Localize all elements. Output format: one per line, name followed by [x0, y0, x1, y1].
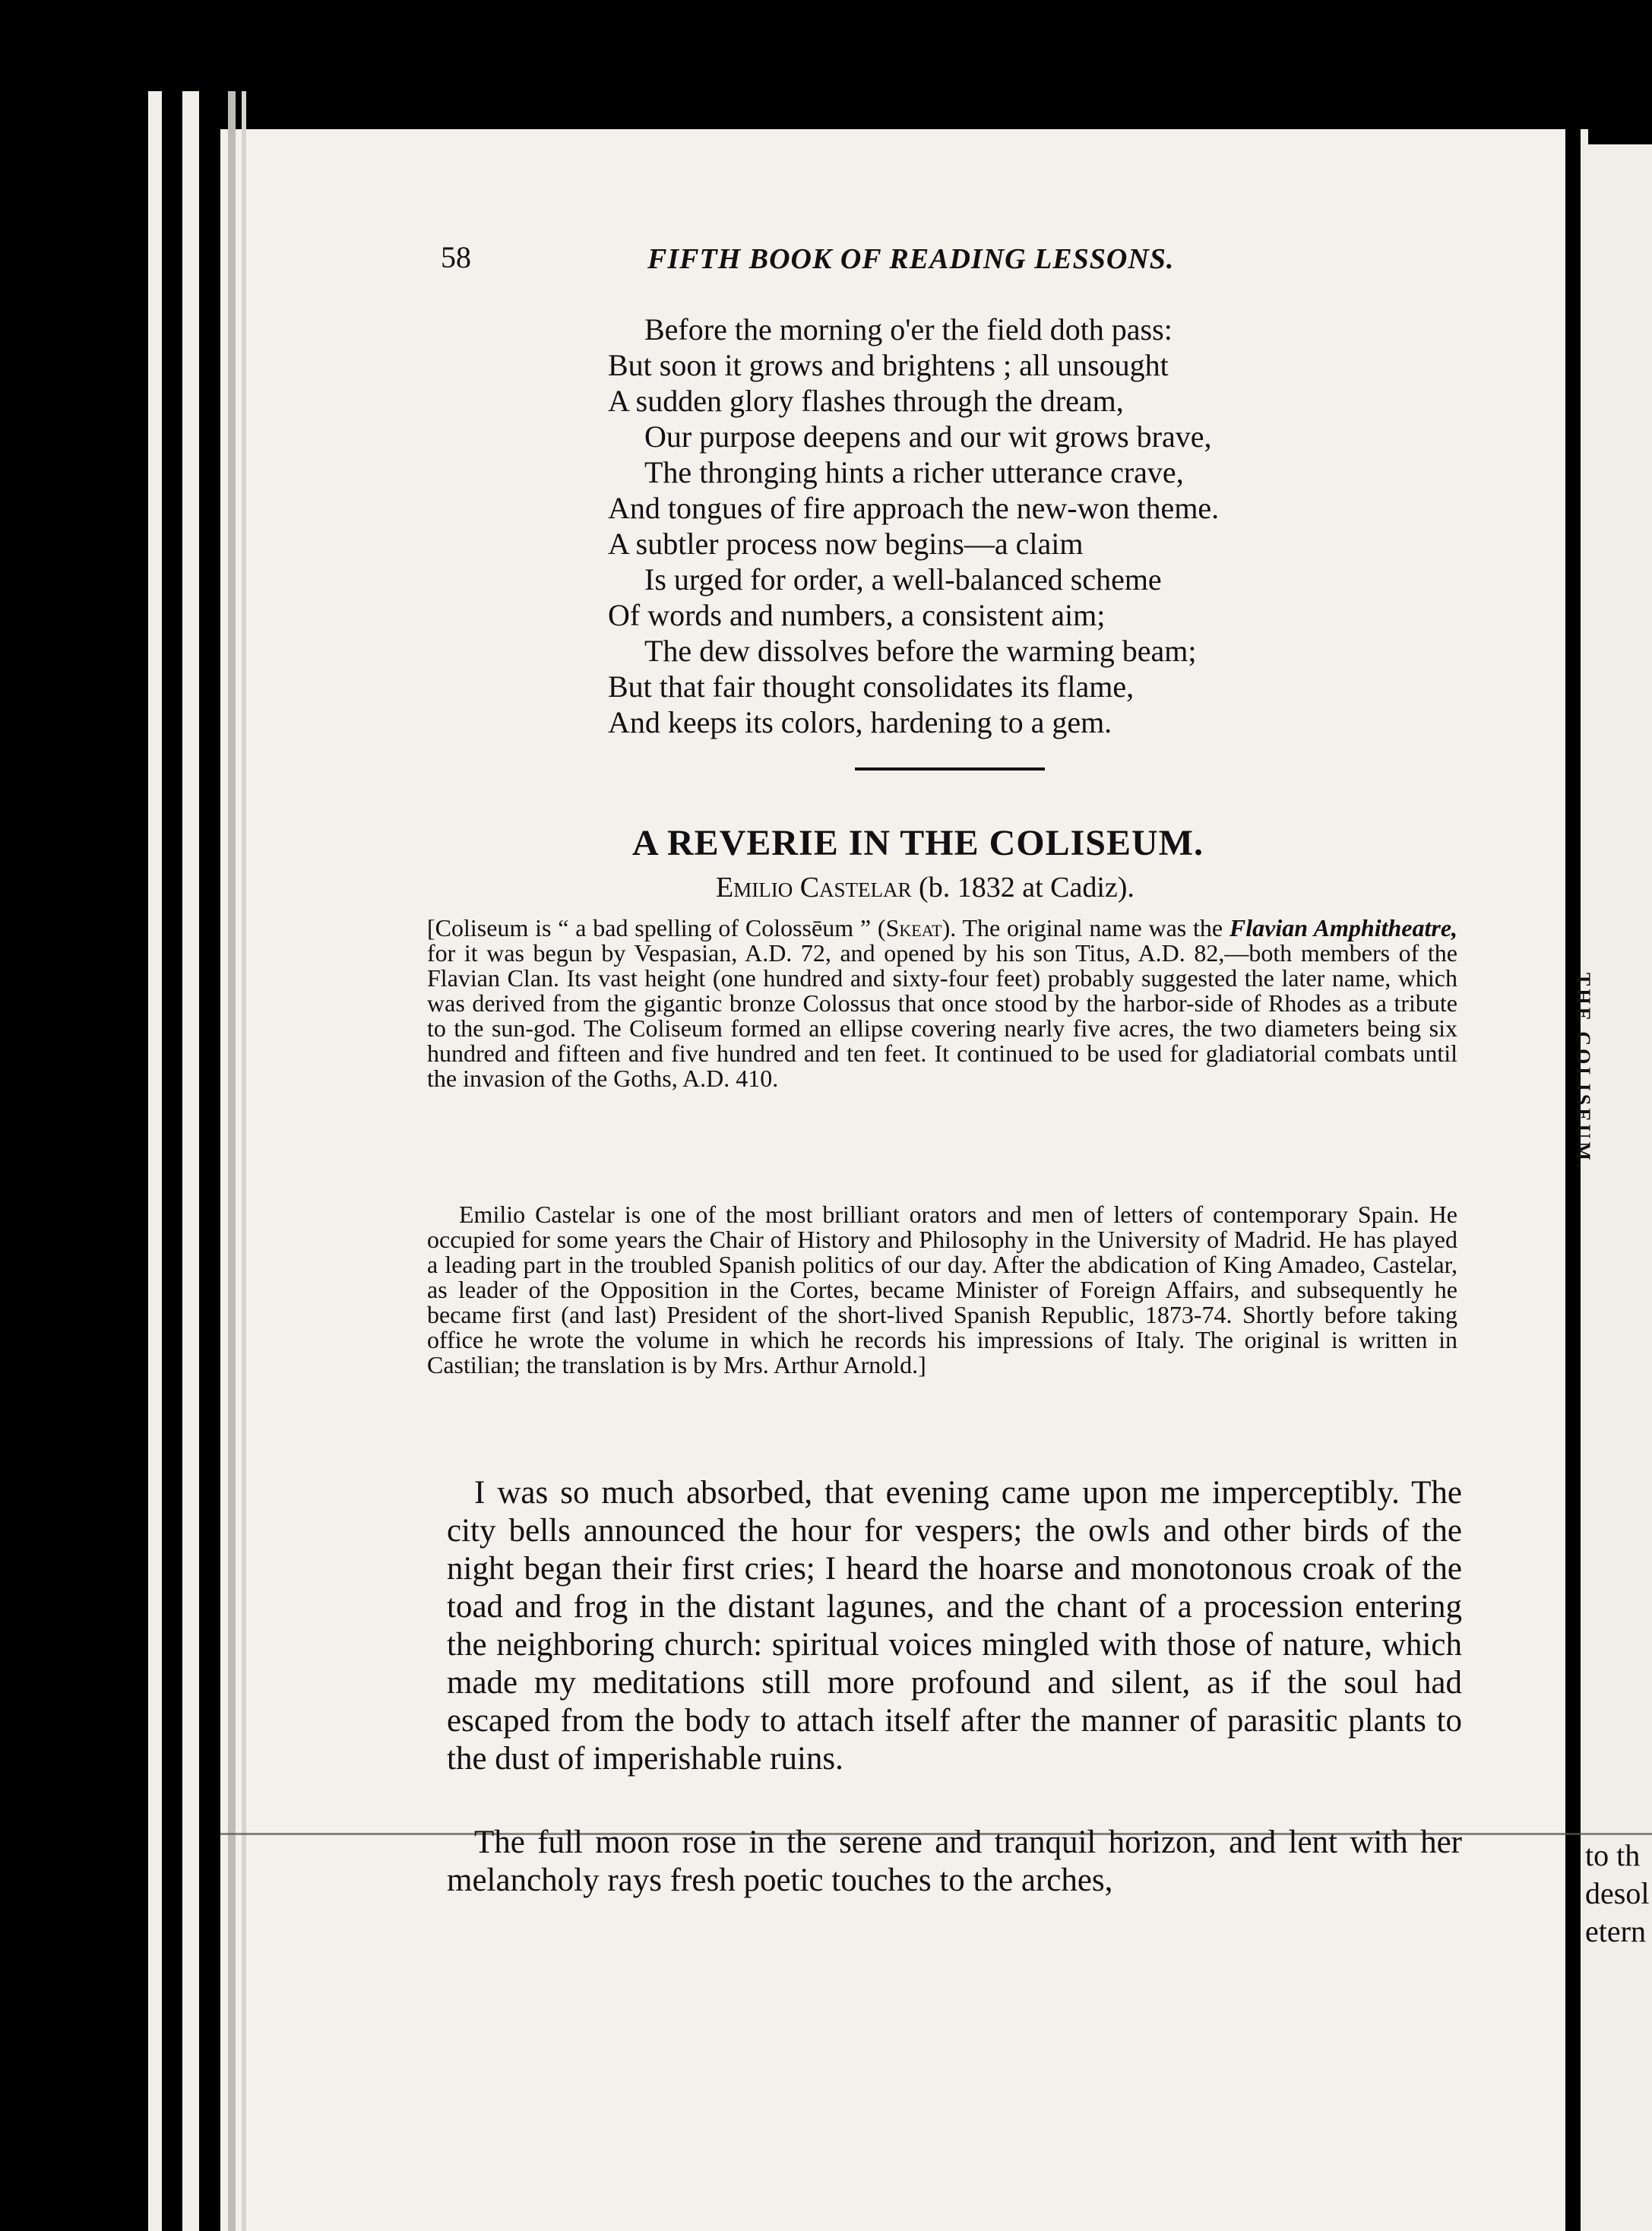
poem-line: Is urged for order, a well-balanced scheme [644, 562, 1162, 597]
poem [608, 312, 1444, 740]
poem-line: And keeps its colors, hardening to a gem. [608, 705, 1112, 739]
body-paragraph: I was so much absorbed, that evening came upon me imperceptibly. The city bells announced the hour for vespers; the owls and other birds of the night began their first cries; I heard the hoarse and monotonous croak of the toad and frog in the distant lagunes, and the chant of a procession entering the neighboring church: spiritual voices mingled with those of nature, which made my meditations still more profound and silent, as if the soul had escaped from the body to attach itself after the manner of parasitic plants to the dust of imperishable ruins. [447, 1475, 1462, 1777]
note-text: [Coliseum is “ a bad spelling of Colossēum ” ( [427, 914, 886, 941]
note-text: for it was begun by Vespasian, A.D. 72, and opened by his son Titus, A.D. 82,—both members of the Flavian Clan. Its vast height (one hundred and sixty-four feet) probably suggested the later name, which was derived from the gigantic bronze Colossus that once stood by the harbor-side of Rhodes as a tribute to the sun-god. The Coliseum formed an ellipse covering nearly five acres, the two diameters being six hundred and fifteen and five hundred and ten feet. It continued to be used for gladiatorial combats until the invasion of the Goths, A.D. 410. [427, 939, 1457, 1092]
poem-line: Before the morning o'er the field doth pass: [644, 312, 1173, 347]
poem-line: But soon it grows and brightens ; all unsought [608, 348, 1169, 382]
poem-line: The thronging hints a richer utterance crave, [644, 455, 1184, 489]
poem-line: Our purpose deepens and our wit grows brave, [644, 419, 1212, 454]
page-number: 58 [441, 240, 471, 274]
note-emphasis: Flavian Amphitheatre, [1229, 914, 1458, 941]
binding-edge [148, 91, 162, 2231]
binding-edge [228, 91, 236, 2231]
body-paragraph: The full moon rose in the serene and tranquil horizon, and lent with her melancholy rays fresh poetic touches to the arches, [447, 1824, 1462, 1898]
poem-line: But that fair thought consolidates its flame, [608, 669, 1135, 704]
author-note: Emilio Castelar is one of the most brilliant orators and men of letters of contemporary Spain. He occupied for some years the Chair of History and Philosophy in the University of Madrid. He has played a leading part in the troubled Spanish politics of our day. After the abdication of King Amadeo, Castelar, as leader of the Opposition in the Cortes, became Minister of Foreign Affairs, and subsequently he became first (and last) President of the short-lived Spanish Republic, 1873-74. Shortly before taking office he wrote the volume in which he records his impressions of Italy. The original is written in Castilian; the translation is by Mrs. Arthur Arnold.] [427, 1201, 1457, 1378]
note-citation: Skeat [885, 914, 942, 941]
adjacent-fragment: etern [1585, 1914, 1646, 1948]
adjacent-fragment: to th [1585, 1838, 1641, 1872]
poem-line: The dew dissolves before the warming beam; [644, 634, 1197, 668]
intro-note [427, 916, 1457, 1091]
section-divider [855, 767, 1045, 771]
binding-edge [182, 91, 199, 2231]
page-gutter [1565, 122, 1581, 2231]
running-title: FIFTH BOOK OF READING LESSONS. [647, 243, 1175, 275]
page-header [441, 239, 1261, 285]
note-text: ). The original name was the [942, 914, 1230, 941]
author-name: Emilio Castelar [716, 872, 912, 903]
article-title: A REVERIE IN THE COLISEUM. [632, 823, 1204, 863]
poem-line: A sudden glory flashes through the dream, [608, 384, 1124, 418]
binding-edge [242, 91, 246, 2231]
poem-line: A subtler process now begins—a claim [608, 527, 1084, 561]
author-detail: (b. 1832 at Cadiz). [919, 872, 1135, 903]
author-line [716, 871, 1135, 904]
adjacent-running-title: THE COLISEUM. [1572, 973, 1594, 1172]
adjacent-fragment: desol [1585, 1876, 1650, 1910]
poem-line: And tongues of fire approach the new-won theme. [608, 491, 1220, 525]
poem-line: Of words and numbers, a consistent aim; [608, 598, 1106, 632]
